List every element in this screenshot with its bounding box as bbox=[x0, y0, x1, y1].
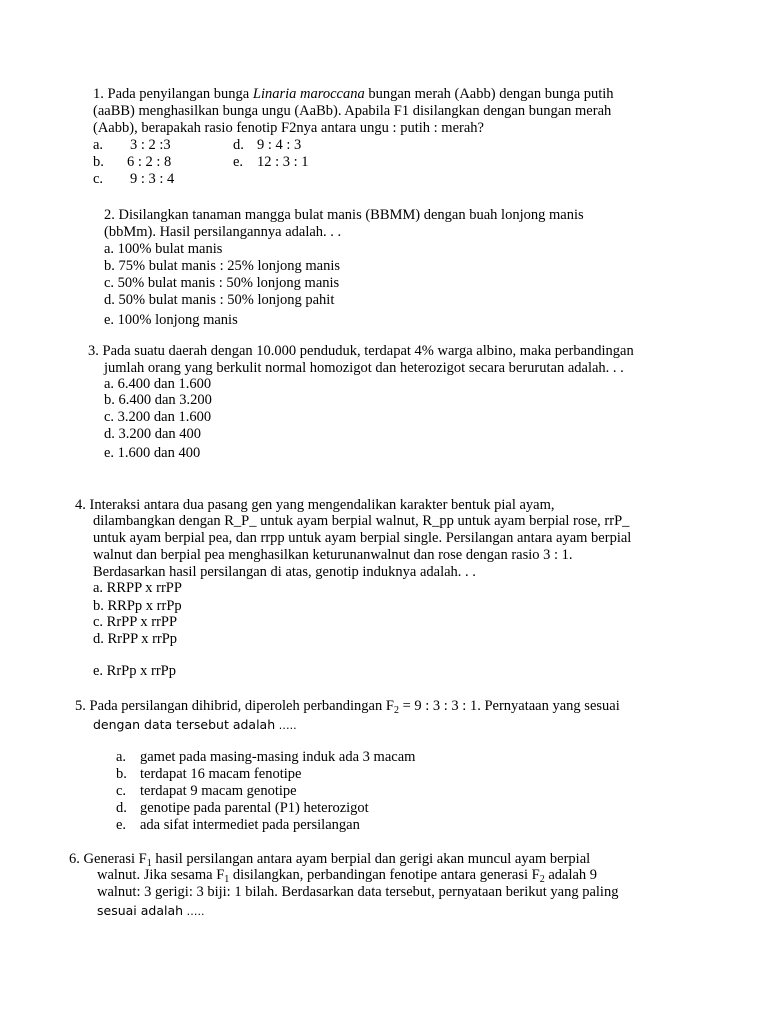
q4-line4: walnut dan berpial pea menghasilkan keturunanwalnut dan rose dengan rasio 3 : 1. bbox=[93, 547, 573, 563]
q4-option-b: b. RRPp x rrPp bbox=[93, 598, 182, 614]
q3-option-a: a. 6.400 dan 1.600 bbox=[104, 376, 212, 392]
q6-line3: walnut: 3 gerigi: 3 biji: 1 bilah. Berdasarkan data tersebut, pernyataan berikut yang paling bbox=[97, 884, 619, 900]
q6-line2: walnut. Jika sesama $F_1$ disilangkan, perbandingan fenotipe antara generasi $F_2$ adalah 9 bbox=[97, 867, 598, 885]
q2-option-b: b. 75% bulat manis : 25% lonjong manis bbox=[104, 258, 341, 274]
q4-option-a: a. RRPP x rrPP bbox=[93, 580, 182, 596]
q4-line5: Berdasarkan hasil persilangan di atas, genotip induknya adalah. . . bbox=[93, 564, 476, 580]
q3-option-b: b. 6.400 dan 3.200 bbox=[104, 392, 212, 408]
q3-line2: jumlah orang yang berkulit normal homozigot dan heterozigot secara berurutan adalah. . . bbox=[104, 360, 624, 376]
q6-line1: 6. Generasi $F_1$ hasil persilangan antara ayam berpial dan gerigi akan muncul ayam berpial bbox=[69, 851, 591, 869]
q6-line4: sesuai adalah ….. bbox=[97, 903, 205, 918]
q4-option-c: c. RrPP x rrPP bbox=[93, 614, 178, 630]
q2-option-c: c. 50% bulat manis : 50% lonjong manis bbox=[104, 275, 340, 291]
q4-line1: 4. Interaksi antara dua pasang gen yang mengendalikan karakter bentuk pial ayam, bbox=[75, 497, 555, 513]
q2-option-d: d. 50% bulat manis : 50% lonjong pahit bbox=[104, 292, 335, 308]
q3-option-e: e. 1.600 dan 400 bbox=[104, 445, 201, 461]
q2-option-e: e. 100% lonjong manis bbox=[104, 312, 238, 328]
q2-line2: (bbMm). Hasil persilangannya adalah. . . bbox=[104, 224, 342, 240]
q1-species: Linaria maroccana bbox=[252, 86, 365, 102]
q1-line1: 1. Pada penyilangan bunga Linaria maroccana bungan merah (Aabb) dengan bunga putih bbox=[93, 86, 614, 102]
q3-option-c: c. 3.200 dan 1.600 bbox=[104, 409, 212, 425]
q4-option-e: e. RrPp x rrPp bbox=[93, 663, 176, 679]
q5-line1: 5. Pada persilangan dihibrid, diperoleh perbandingan $F_2 = 9$ : 3 : 3 : 1. Pernyataan yang sesuai bbox=[75, 698, 620, 716]
q1-line3: (Aabb), berapakah rasio fenotip F2nya antara ungu : putih : merah? bbox=[93, 120, 484, 136]
q4-line2: dilambangkan dengan R_P_ untuk ayam berpial walnut, R_pp untuk ayam berpial rose, rrP_ bbox=[93, 513, 630, 529]
q3-line1: 3. Pada suatu daerah dengan 10.000 penduduk, terdapat 4% warga albino, maka perbandingan bbox=[88, 343, 634, 359]
q2-line1: 2. Disilangkan tanaman mangga bulat manis (BBMM) dengan buah lonjong manis bbox=[104, 207, 584, 223]
q4-line3: untuk ayam berpial pea, dan rrpp untuk ayam berpial single. Persilangan antara ayam berpial bbox=[93, 530, 632, 546]
q1-line2: (aaBB) menghasilkan bunga ungu (AaBb). Apabila F1 disilangkan dengan bungan merah bbox=[93, 103, 612, 119]
q5-line2: dengan data tersebut adalah ….. bbox=[93, 717, 297, 732]
q2-option-a: a. 100% bulat manis bbox=[104, 241, 223, 257]
q4-option-d: d. RrPP x rrPp bbox=[93, 631, 178, 647]
q3-option-d: d. 3.200 dan 400 bbox=[104, 426, 202, 442]
